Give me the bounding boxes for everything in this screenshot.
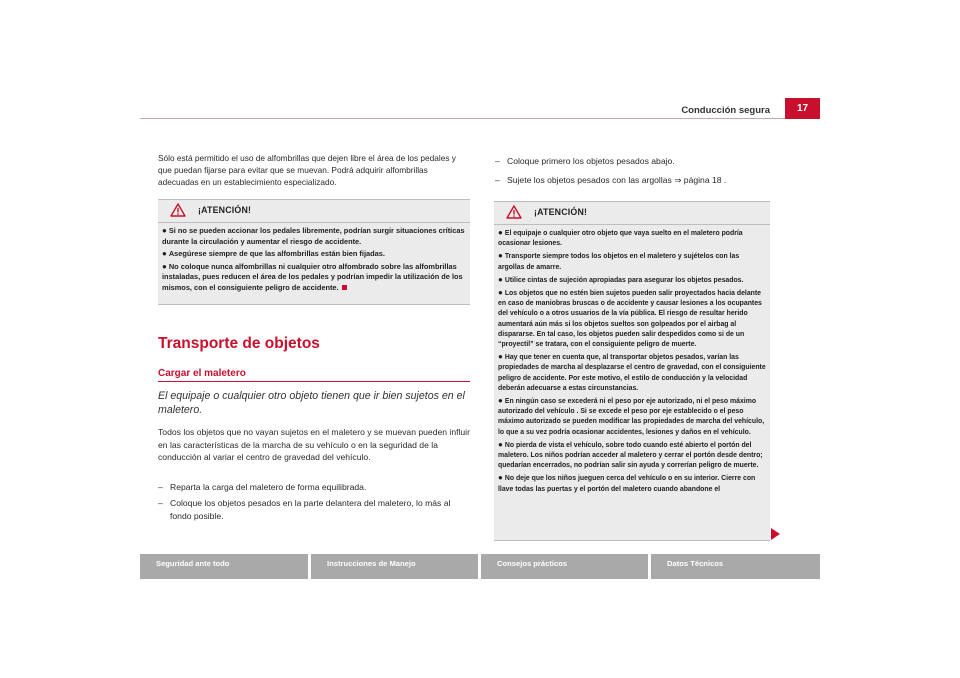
footer-tab-seguridad[interactable]: Seguridad ante todo	[140, 554, 308, 579]
footer-tab-datos[interactable]: Datos Técnicos	[651, 554, 820, 579]
warning-item: ● No pierda de vista el vehículo, sobre todo cuando esté abierto el portón del maletero. Los niños podrían acceder al maletero y cerrar el portón desde dentro; quedarían encerrados, no podrían salir sin ayuda y correrían peligro de muerte.	[498, 439, 763, 470]
warning-triangle-icon	[170, 203, 186, 217]
warning-triangle-icon	[506, 205, 522, 219]
warning-item: ● En ningún caso se excederá ni el peso por eje autorizado, ni el peso máximo autorizado del vehículo . Si se excede el peso por eje establecido o el peso máximo autorizado se pueden modificar las propiedades de marcha del vehículo, lo que a su vez podría ocasionar accidentes, lesiones y daños en el vehículo.	[498, 396, 765, 436]
warning-header	[494, 202, 770, 222]
footer-tab-consejos[interactable]: Consejos prácticos	[481, 554, 648, 579]
step-item: – Reparta la carga del maletero de forma equilibrada.	[158, 482, 367, 492]
warning-item: ● No deje que los niños jueguen cerca del vehículo o en su interior. Cierre con llave todas las puertas y el portón del maletero cuando abandone el	[498, 473, 756, 493]
step-item: – Coloque primero los objetos pesados abajo.	[495, 156, 675, 166]
warning-box-left	[158, 199, 470, 305]
subsection-intro: El equipaje o cualquier otro objeto tienen que ir bien sujetos en el maletero.	[158, 390, 465, 416]
warning-label: ¡ATENCIÓN!	[198, 205, 252, 215]
warning-item: ● Transporte siempre todos los objetos en el maletero y sujételos con las argollas de amarre.	[498, 251, 740, 271]
warning-item: ● Si no se pueden accionar los pedales libremente, podrían surgir situaciones críticas durante la circulación y aumentar el riesgo de accidente.	[162, 226, 465, 246]
page-number: 17	[785, 98, 820, 119]
subsection-title: Cargar el maletero	[158, 368, 246, 379]
end-marker-icon	[342, 285, 347, 290]
intro-paragraph: Sólo está permitido el uso de alfombrillas que dejen libre el área de los pedales y que puedan fijarse para evitar que se muevan. Podrá adquirir alfombrillas adecuadas en un establecimiento especializado.	[158, 153, 456, 187]
warning-divider	[158, 222, 470, 223]
warning-divider	[494, 224, 770, 225]
step-item: – Coloque los objetos pesados en la parte delantera del maletero, lo más al fondo posible.	[158, 498, 451, 521]
warning-item: ● Hay que tener en cuenta que, al transportar objetos pesados, varían las propiedades de marcha al desplazarse el centro de gravedad, con el consiguiente peligro de accidente. Por este motivo, el estilo de conducción y la velocidad deberán adecuarse a estas circunstancias.	[498, 352, 766, 392]
subsection-rule	[158, 381, 470, 382]
warning-header	[158, 200, 470, 220]
warning-item: ● El equipaje o cualquier otro objeto que vaya suelto en el maletero podría ocasionar lesiones.	[498, 228, 743, 248]
header-title: Conducción segura	[681, 105, 770, 116]
warning-item: ● No coloque nunca alfombrillas ni cualquier otro alfombrado sobre las alfombrillas instaladas, pues reducen el área de los pedales y podrían impedir la utilización de los mismos, con el consiguiente peligro de accidente.	[162, 261, 463, 292]
warning-item: ● Los objetos que no estén bien sujetos pueden salir proyectados hacia delante en caso de maniobras bruscas o de accidente y causar lesiones a los ocupantes del vehículo o a otros usuarios de la vía pública. El riesgo de resultar herido aumentará aún más si los objetos sueltos son golpeados por el airbag al dispararse. En tal caso, los objetos pueden salir despedidos como si de un “proyectil” se tratara, con el consiguiente peligro de muerte.	[498, 288, 762, 349]
section-title: Transporte de objetos	[158, 335, 320, 352]
body-paragraph: Todos los objetos que no vayan sujetos en el maletero y se muevan pueden influir en las características de la marcha de su vehículo o en la seguridad de la conducción al variar el centro de gravedad del vehículo.	[158, 427, 470, 463]
warning-box-right	[494, 201, 770, 541]
footer-tab-instrucciones[interactable]: Instrucciones de Manejo	[311, 554, 478, 579]
warning-label: ¡ATENCIÓN!	[534, 207, 588, 217]
continue-arrow-icon	[771, 528, 780, 540]
warning-item: ● Utilice cintas de sujeción apropiadas para asegurar los objetos pesados.	[498, 274, 744, 284]
header-rule	[140, 118, 820, 119]
warning-item: ● Asegúrese siempre de que las alfombrillas están bien fijadas.	[162, 249, 385, 259]
step-item: – Sujete los objetos pesados con las argollas ⇒ página 18 .	[495, 175, 727, 185]
